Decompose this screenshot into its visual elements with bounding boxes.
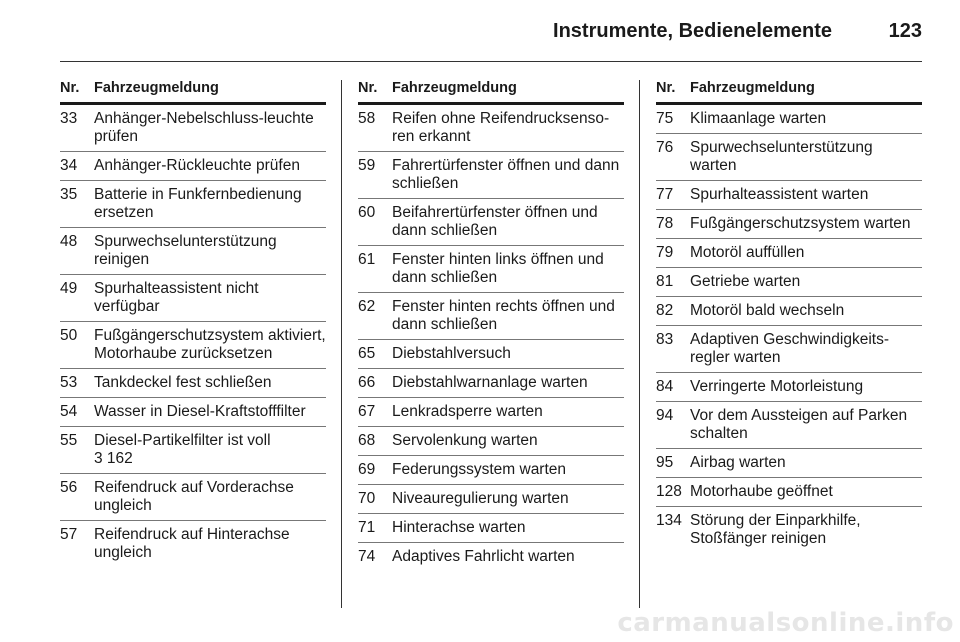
message-text: Verringerte Motorleistung [690,378,864,395]
row-number: 67 [358,403,376,420]
message-text: Federungssystem warten [392,461,567,478]
table-row [358,427,624,456]
row-number: 95 [656,454,674,471]
row-message [392,345,624,363]
row-message [392,461,624,479]
row-message [392,432,624,450]
message-text: Störung der Einparkhilfe, Stoßfänger reinigen [690,512,861,547]
row-number: 33 [60,110,78,127]
table-row [358,293,624,340]
table-column-2 [358,80,624,571]
row-message [94,327,326,363]
table-row [60,181,326,228]
row-number: 56 [60,479,78,496]
row-message [690,110,922,128]
row-number: 79 [656,244,674,261]
row-number: 66 [358,374,376,391]
row-message [392,490,624,508]
watermark: carmanualsonline.info [617,608,954,638]
table-header [358,80,624,105]
row-number: 76 [656,139,674,156]
table-row [656,268,922,297]
table-row [60,105,326,152]
row-number: 134 [656,512,682,529]
message-text: Getriebe warten [690,273,801,290]
table-row [656,181,922,210]
message-text: Anhänger-Nebelschluss-leuchte prüfen [94,110,314,145]
message-text: Fenster hinten rechts öffnen und dann schließen [392,298,615,333]
row-number: 78 [656,215,674,232]
page-header [60,14,922,50]
row-number: 71 [358,519,376,536]
table-column-1 [60,80,326,567]
row-message [94,432,326,468]
table-row [60,427,326,474]
row-number: 53 [60,374,78,391]
table-row [60,322,326,369]
table-row [60,369,326,398]
row-number: 57 [60,526,78,543]
table-row [656,134,922,181]
message-text: Diebstahlversuch [392,345,511,362]
header-nr: Nr. [60,80,80,96]
row-number: 83 [656,331,674,348]
table-row [656,507,922,553]
message-text: Fußgängerschutzsystem warten [690,215,911,232]
row-message [690,378,922,396]
message-text: Beifahrertürfenster öffnen und dann schließen [392,204,598,239]
page-title: Instrumente, Bedienelemente [553,20,832,42]
row-message [690,331,922,367]
message-text: Airbag warten [690,454,786,471]
row-message [392,298,624,334]
message-text: Diesel-Partikelfilter ist voll [94,432,271,449]
table-row [358,340,624,369]
message-text: Spurwechselunterstützung warten [690,139,873,174]
row-number: 68 [358,432,376,449]
row-number: 34 [60,157,78,174]
message-text: Niveauregulierung warten [392,490,569,507]
page-number: 123 [888,20,922,42]
table-row [656,402,922,449]
table-row [656,326,922,373]
header-message: Fahrzeugmeldung [690,80,815,96]
row-number: 75 [656,110,674,127]
row-message [392,548,624,566]
message-text: Spurhalteassistent nicht verfügbar [94,280,259,315]
table-row [60,228,326,275]
table-row [358,369,624,398]
header-nr: Nr. [656,80,676,96]
message-text: Fußgängerschutzsystem aktiviert, Motorhaube zurücksetzen [94,327,326,362]
row-message [690,139,922,175]
row-number: 74 [358,548,376,565]
row-message [392,110,624,146]
table-row [60,474,326,521]
message-text: Motoröl bald wechseln [690,302,845,319]
message-text: Motorhaube geöffnet [690,483,833,500]
header-nr: Nr. [358,80,378,96]
row-message [392,374,624,392]
row-message [690,273,922,291]
row-message [94,186,326,222]
table-row [656,105,922,134]
row-number: 35 [60,186,78,203]
row-number: 81 [656,273,674,290]
table-header [60,80,326,105]
row-number: 65 [358,345,376,362]
row-number: 128 [656,483,682,500]
table-header [656,80,922,105]
row-number: 49 [60,280,78,297]
table-row [656,297,922,326]
row-number: 62 [358,298,376,315]
message-text: Klimaanlage warten [690,110,827,127]
table-row [60,152,326,181]
message-text: Lenkradsperre warten [392,403,543,420]
table-row [358,514,624,543]
row-message [94,479,326,515]
row-message [690,215,922,233]
row-number: 48 [60,233,78,250]
row-message [94,526,326,562]
row-number: 94 [656,407,674,424]
row-number: 77 [656,186,674,203]
row-message [690,244,922,262]
table-row [358,199,624,246]
row-message [690,454,922,472]
message-text: Reifendruck auf Vorderachse ungleich [94,479,294,514]
table-row [358,105,624,152]
message-text: Diebstahlwarnanlage warten [392,374,588,391]
row-message [392,157,624,193]
table-row [656,210,922,239]
header-message: Fahrzeugmeldung [392,80,517,96]
row-message [690,186,922,204]
column-divider-2 [639,80,640,608]
row-number: 55 [60,432,78,449]
header-message: Fahrzeugmeldung [94,80,219,96]
table-row [60,398,326,427]
message-text: Spurhalteassistent warten [690,186,869,203]
row-number: 54 [60,403,78,420]
row-number: 60 [358,204,376,221]
message-text: Anhänger-Rückleuchte prüfen [94,157,300,174]
message-text: Spurwechselunterstützung reinigen [94,233,277,268]
message-text: Batterie in Funkfernbedienung ersetzen [94,186,302,221]
table-row [358,398,624,427]
message-text: Hinterachse warten [392,519,526,536]
table-row [656,478,922,507]
row-message [690,483,922,501]
message-text: Adaptiven Geschwindigkeits-regler warten [690,331,890,366]
row-message [690,512,922,548]
row-message [392,251,624,287]
row-number: 69 [358,461,376,478]
column-divider-1 [341,80,342,608]
message-text: Adaptives Fahrlicht warten [392,548,575,565]
table-row [656,373,922,402]
message-text: Fenster hinten links öffnen und dann schließen [392,251,604,286]
row-message [392,403,624,421]
row-message [94,233,326,269]
message-text: Tankdeckel fest schließen [94,374,272,391]
row-number: 84 [656,378,674,395]
row-number: 59 [358,157,376,174]
table-row [358,246,624,293]
header-rule [60,61,922,62]
table-row [60,275,326,322]
row-number: 82 [656,302,674,319]
row-message [94,374,326,392]
message-text: Servolenkung warten [392,432,538,449]
message-text: Motoröl auffüllen [690,244,805,261]
table-row [358,456,624,485]
row-number: 61 [358,251,376,268]
row-message [392,519,624,537]
row-message [690,407,922,443]
message-text: Reifendruck auf Hinterachse ungleich [94,526,290,561]
row-number: 50 [60,327,78,344]
message-text: Reifen ohne Reifendrucksenso-ren erkannt [392,110,610,145]
message-text: Fahrertürfenster öffnen und dann schließen [392,157,620,192]
table-row [358,485,624,514]
table-row [60,521,326,567]
row-message [690,302,922,320]
row-message [94,157,326,175]
row-message [94,403,326,421]
table-column-3 [656,80,922,553]
row-message [94,110,326,146]
table-row [656,239,922,268]
message-text: Vor dem Aussteigen auf Parken schalten [690,407,908,442]
row-number: 58 [358,110,376,127]
table-row [358,543,624,571]
table-row [358,152,624,199]
row-number: 70 [358,490,376,507]
table-row [656,449,922,478]
row-message [94,280,326,316]
message-text: Wasser in Diesel-Kraftstofffilter [94,403,306,420]
row-message [392,204,624,240]
page-reference-link[interactable]: 3 162 [94,450,133,467]
